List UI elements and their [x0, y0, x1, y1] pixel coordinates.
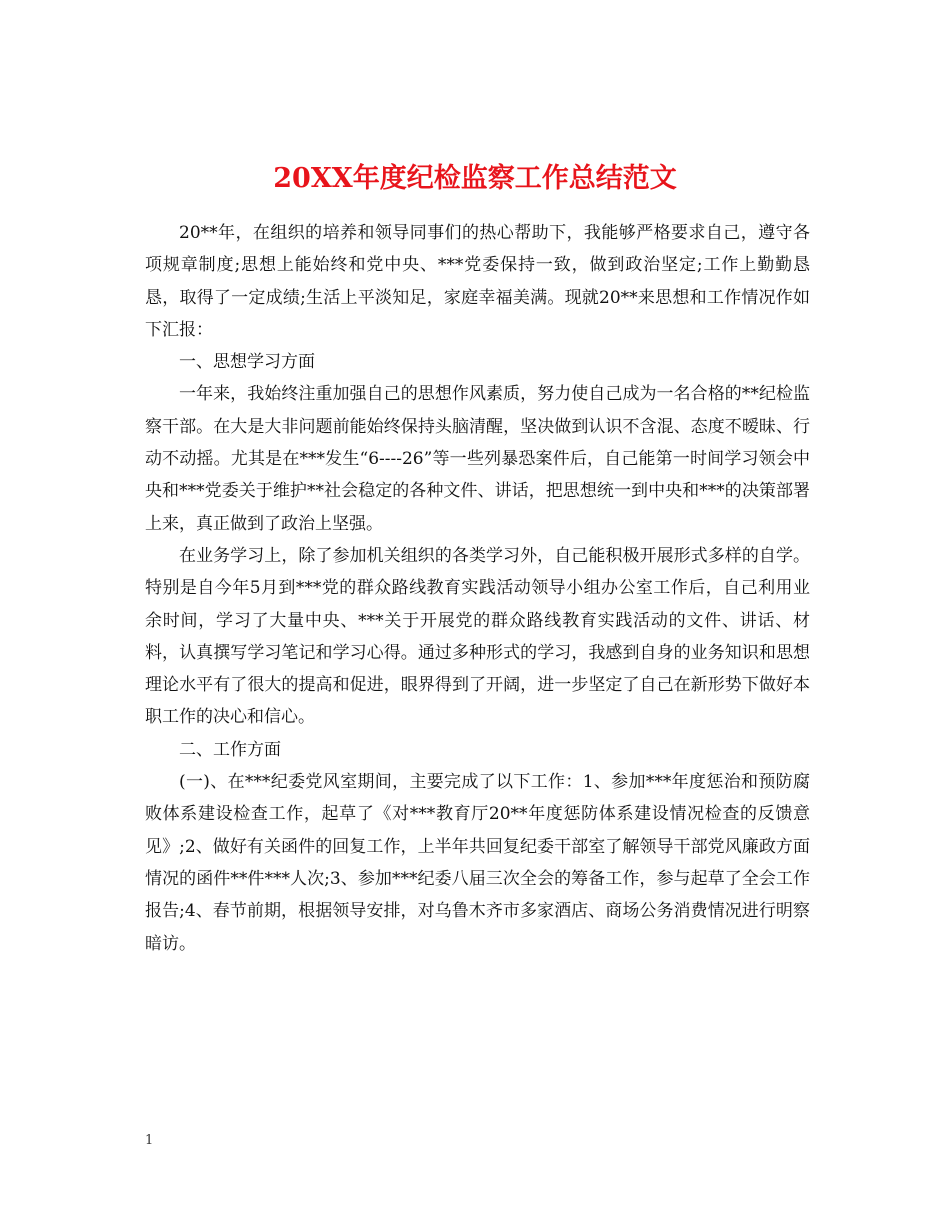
document-body — [145, 217, 810, 960]
paragraph-business-study: 在业务学习上，除了参加机关组织的各类学习外，自己能积极开展形式多样的自学。特别是自今年5月到***党的群众路线教育实践活动领导小组办公室工作后，自己利用业余时间，学习了大量中央、***关于开展党的群众路线教育实践活动的文件、讲话、材料，认真撰写学习笔记和学习心得。通过多种形式的学习，我感到自身的业务知识和思想理论水平有了很大的提高和促进，眼界得到了开阔，进一步坚定了自己在新形势下做好本职工作的决心和信心。 — [145, 545, 810, 728]
paragraph-intro: 20**年，在组织的培养和领导同事们的热心帮助下，我能够严格要求自己，遵守各项规章制度;思想上能始终和党中央、***党委保持一致，做到政治坚定;工作上勤勤恳恳，取得了一定成绩;生活上平淡知足，家庭幸福美满。现就20**来思想和工作情况作如下汇报： — [145, 223, 810, 340]
page-number: 1 — [145, 1133, 154, 1148]
section-heading-work: 二、工作方面 — [179, 739, 281, 760]
section-heading-thought-study: 一、思想学习方面 — [179, 352, 315, 373]
paragraph-work-part-one: (一)、在***纪委党风室期间，主要完成了以下工作：1、参加***年度惩治和预防腐败体系建设检查工作，起草了《对***教育厅20**年度惩防体系建设情况检查的反馈意见》;2、做好有关函件的回复工作，上半年共回复纪委干部室了解领导干部党风廉政方面情况的函件**件***人次;3、参加***纪委八届三次全会的筹备工作，参与起草了全会工作报告;4、春节前期，根据领导安排，对乌鲁木齐市多家酒店、商场公务消费情况进行明察暗访。 — [145, 772, 810, 954]
document-title: 20XX年度纪检监察工作总结范文 — [273, 163, 677, 195]
paragraph-thought-study: 一年来，我始终注重加强自己的思想作风素质，努力使自己成为一名合格的**纪检监察干部。在大是大非问题前能始终保持头脑清醒，坚决做到认识不含混、态度不暧昧、行动不动摇。尤其是在***发生“6----26”等一些列暴恐案件后，自己能第一时间学习领会中央和***党委关于维护**社会稳定的各种文件、讲话，把思想统一到中央和***的决策部署上来，真正做到了政治上坚强。 — [145, 384, 810, 534]
